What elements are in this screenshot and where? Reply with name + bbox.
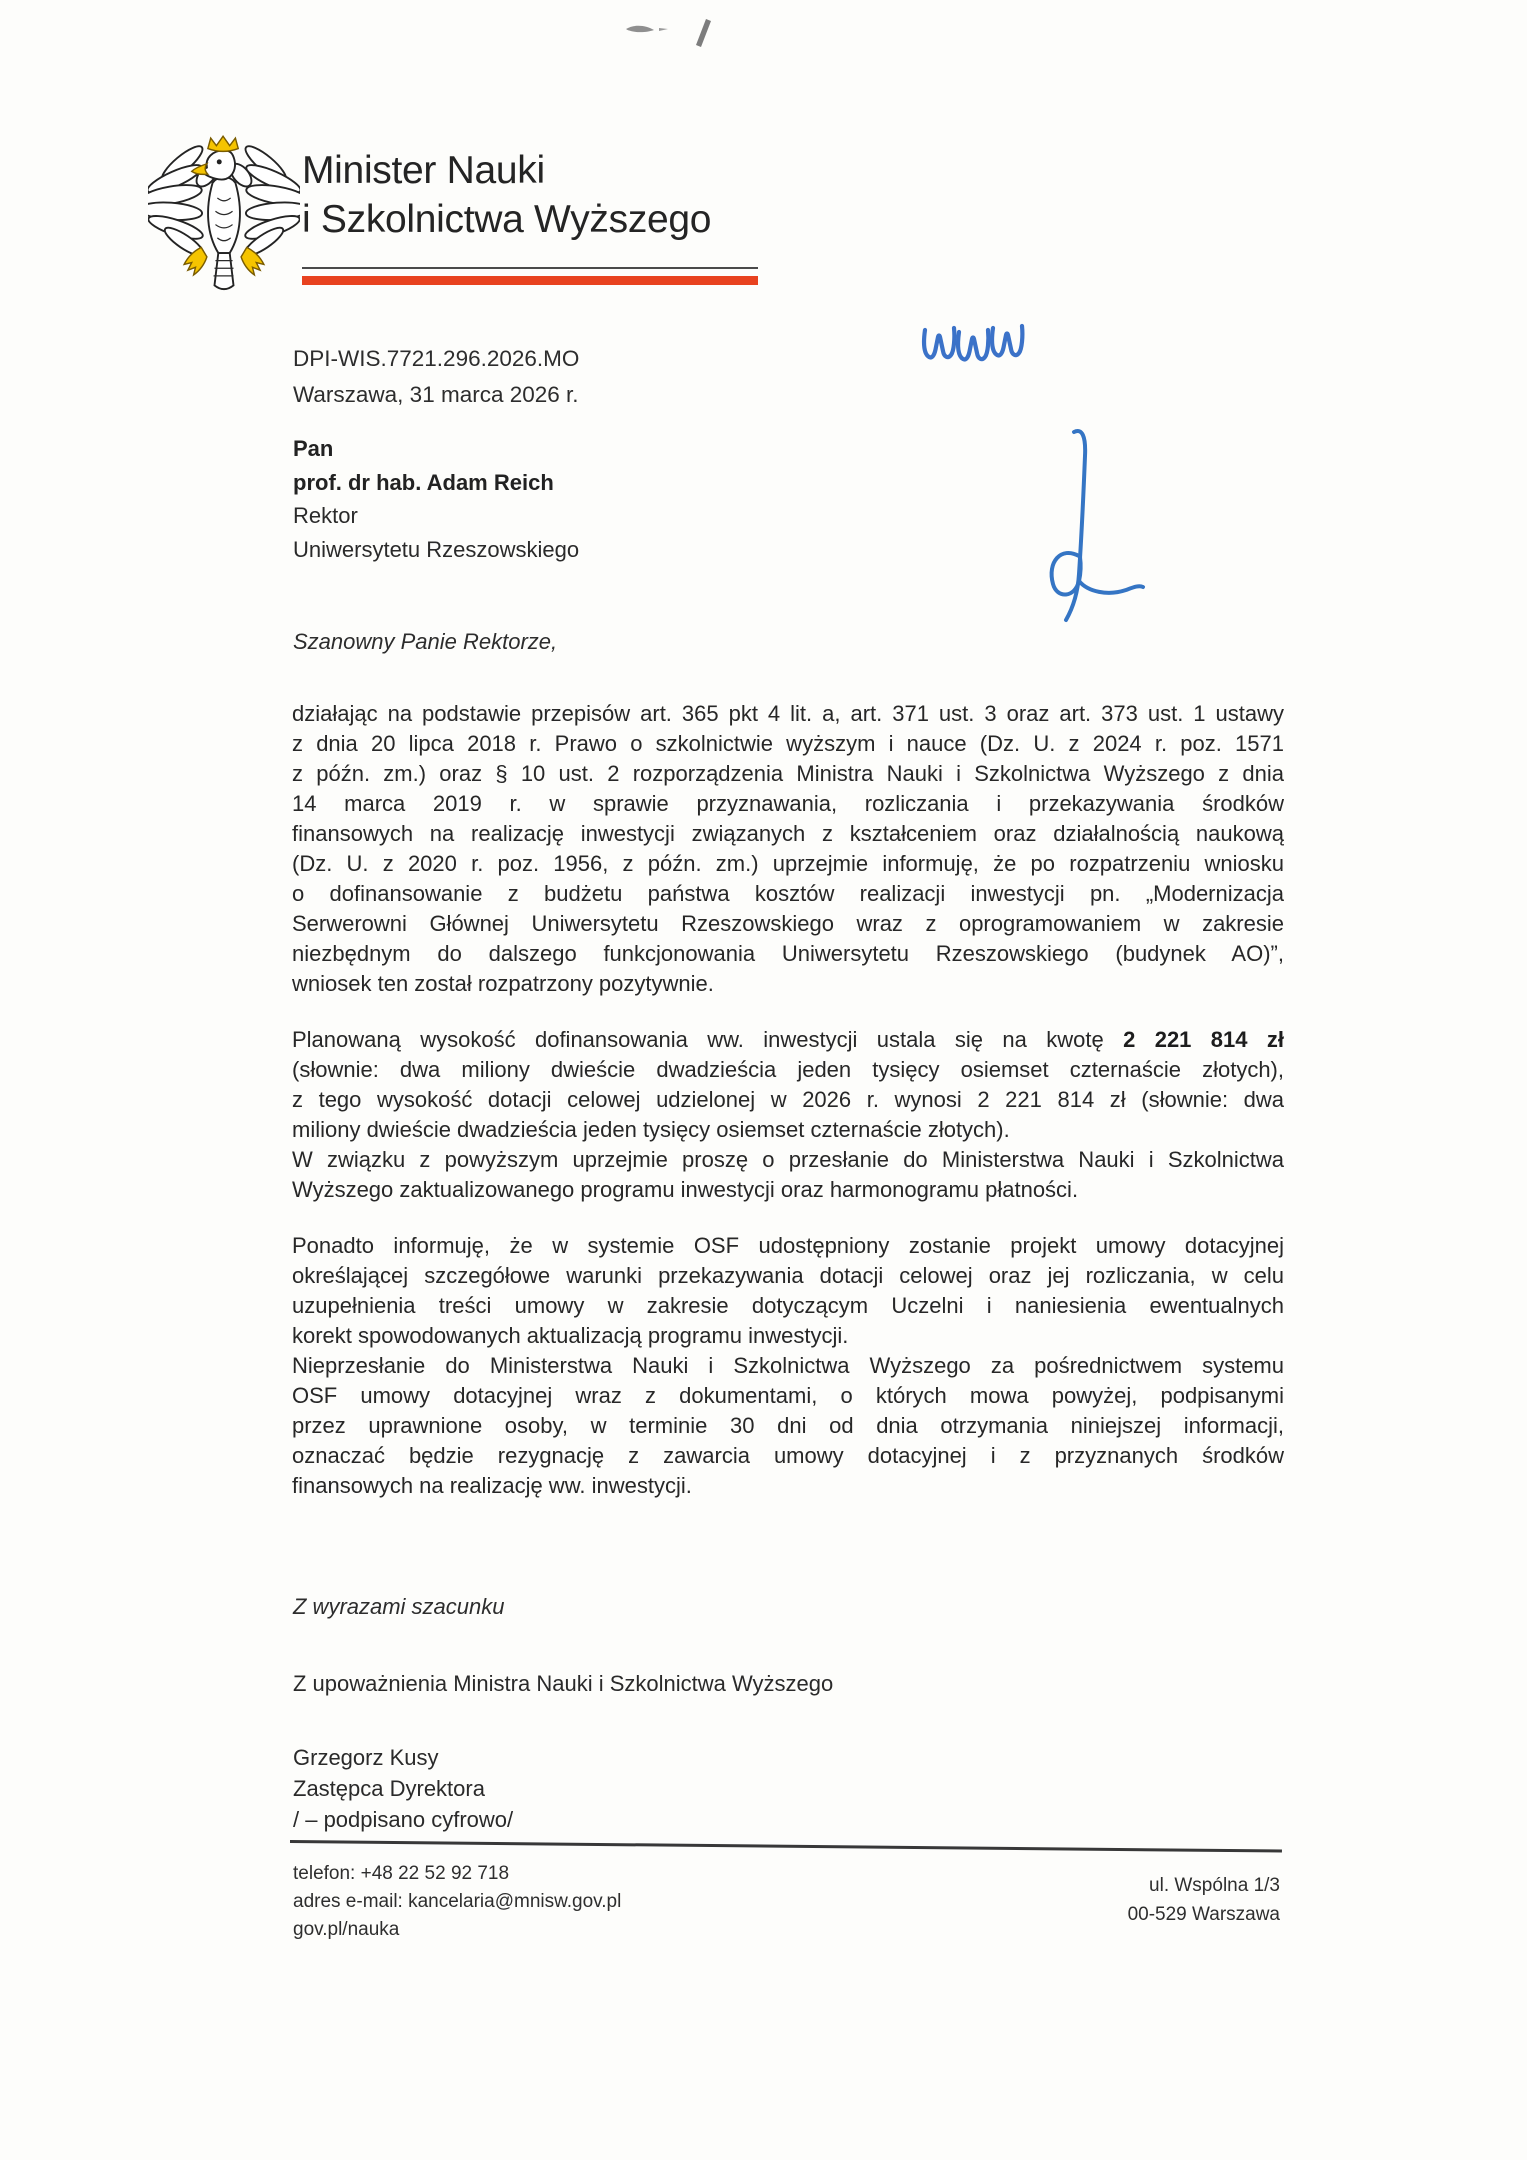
letter-body <box>292 699 1284 1501</box>
body-text-line: niezbędnym do dalszego funkcjonowania Uniwersytetu Rzeszowskiego (budynek AO)”, <box>292 941 1284 966</box>
footer-address-street: ul. Wspólna 1/3 <box>1149 1875 1280 1896</box>
body-text-line: o dofinansowanie z budżetu państwa kosztów realizacji inwestycji pn. „Modernizacja <box>292 881 1284 906</box>
body-text-line: finansowych na realizację ww. inwestycji. <box>292 1473 692 1498</box>
footer-address-block <box>1000 1871 1280 1929</box>
body-text-line: miliony dwieście dwadzieścia jeden tysięcy osiemset czternaście złotych). <box>292 1117 1010 1142</box>
coat-of-arms-icon <box>148 134 300 298</box>
body-paragraph-5 <box>292 1351 1284 1501</box>
ministry-name <box>302 146 711 244</box>
footer-phone: telefon: +48 22 52 92 718 <box>293 1863 510 1884</box>
body-paragraph-3 <box>292 1145 1284 1205</box>
footer-contact-block <box>293 1860 621 1944</box>
body-text-line: (słownie: dwa miliony dwieście dwadzieścia jeden tysięcy osiemset czternaście złotych), <box>292 1057 1284 1082</box>
body-text-line: określającej szczegółowe warunki przekazywania dotacji celowej oraz jej rozliczania, w celu <box>292 1263 1284 1288</box>
body-text-line: 14 marca 2019 r. w sprawie przyznawania, rozliczania i przekazywania środków <box>292 791 1284 816</box>
body-text-line: z późn. zm.) oraz § 10 ust. 2 rozporządzenia Ministra Nauki i Szkolnictwa Wyższego z dnia <box>292 761 1284 786</box>
body-text-line: uzupełnienia treści umowy w zakresie dotyczącym Uczelni i naniesienia ewentualnych <box>292 1293 1284 1318</box>
body-text-line: działając na podstawie przepisów art. 365 pkt 4 lit. a, art. 371 ust. 3 oraz art. 373 ust. 1 ustawy <box>292 701 1284 726</box>
body-paragraph-1 <box>292 699 1284 999</box>
body-text-line: Wyższego zaktualizowanego programu inwestycji oraz harmonogramu płatności. <box>292 1177 1079 1202</box>
signature-block <box>293 1742 513 1835</box>
reference-number: DPI-WIS.7721.296.2026.MO <box>293 346 580 371</box>
ministry-name-line1: Minister Nauki <box>302 149 545 192</box>
footer-address-city: 00-529 Warszawa <box>1127 1904 1280 1925</box>
header-divider <box>302 267 758 269</box>
body-paragraph-4 <box>292 1231 1284 1351</box>
footer-email: adres e-mail: kancelaria@mnisw.gov.pl <box>293 1891 622 1912</box>
footer-divider <box>290 1840 1282 1853</box>
body-text-line: (Dz. U. z 2020 r. poz. 1956, z późn. zm.) uprzejmie informuję, że po rozpatrzeniu wniosku <box>292 851 1284 876</box>
body-text-line: Ponadto informuję, że w systemie OSF udostępniony zostanie projekt umowy dotacyjnej <box>292 1233 1284 1258</box>
body-text-line: Nieprzesłanie do Ministerstwa Nauki i Szkolnictwa Wyższego za pośrednictwem systemu <box>292 1353 1284 1378</box>
salutation: Szanowny Panie Rektorze, <box>293 629 558 654</box>
scan-smudge-icon <box>620 16 725 50</box>
authorization-line: Z upoważnienia Ministra Nauki i Szkolnictwa Wyższego <box>293 1671 834 1696</box>
addressee-name: prof. dr hab. Adam Reich <box>293 469 554 495</box>
handwritten-www-mark-icon <box>920 322 1025 384</box>
body-text-line: Serwerowni Głównej Uniwersytetu Rzeszowskiego wraz z oprogramowaniem w zakresie <box>292 911 1284 936</box>
addressee-institution: Uniwersytetu Rzeszowskiego <box>293 536 580 562</box>
addressee-position: Rektor <box>293 503 358 528</box>
signer-name: Grzegorz Kusy <box>293 1745 439 1770</box>
ministry-name-line2: i Szkolnictwa Wyższego <box>302 198 712 241</box>
footer-website: gov.pl/nauka <box>293 1919 400 1940</box>
body-paragraph-2 <box>292 1025 1284 1145</box>
closing-phrase: Z wyrazami szacunku <box>293 1594 505 1619</box>
place-and-date: Warszawa, 31 marca 2026 r. <box>293 382 579 407</box>
handwritten-signature-paraph-icon <box>1030 424 1148 632</box>
body-text-line: wniosek ten został rozpatrzony pozytywnie. <box>292 971 714 996</box>
body-text-line: finansowych na realizację inwestycji związanych z kształceniem oraz działalnością naukową <box>292 821 1284 846</box>
addressee-title: Pan <box>293 436 334 461</box>
body-text-line: z dnia 20 lipca 2018 r. Prawo o szkolnictwie wyższym i nauce (Dz. U. z 2024 r. poz. 1571 <box>292 731 1284 756</box>
header-red-divider <box>302 276 758 285</box>
body-text-line: z tego wysokość dotacji celowej udzielonej w 2026 r. wynosi 2 221 814 zł (słownie: dwa <box>292 1087 1284 1112</box>
digital-signature-note: / – podpisano cyfrowo/ <box>293 1807 514 1832</box>
signer-title: Zastępca Dyrektora <box>293 1776 485 1801</box>
addressee-block <box>293 432 579 566</box>
body-text-line: OSF umowy dotacyjnej wraz z dokumentami, o których mowa powyżej, podpisanymi <box>292 1383 1284 1408</box>
body-text-line: Planowaną wysokość dofinansowania ww. inwestycji ustala się na kwotę 2 221 814 zł <box>292 1027 1284 1052</box>
body-text-line: korekt spowodowanych aktualizacją programu inwestycji. <box>292 1323 849 1348</box>
body-text-line: przez uprawnione osoby, w terminie 30 dni od dnia otrzymania niniejszej informacji, <box>292 1413 1284 1438</box>
body-text-line: W związku z powyższym uprzejmie proszę o przesłanie do Ministerstwa Nauki i Szkolnictwa <box>292 1147 1284 1172</box>
reference-block <box>293 341 579 413</box>
body-text-line: oznaczać będzie rezygnację z zawarcia umowy dotacyjnej i z przyznanych środków <box>292 1443 1284 1468</box>
